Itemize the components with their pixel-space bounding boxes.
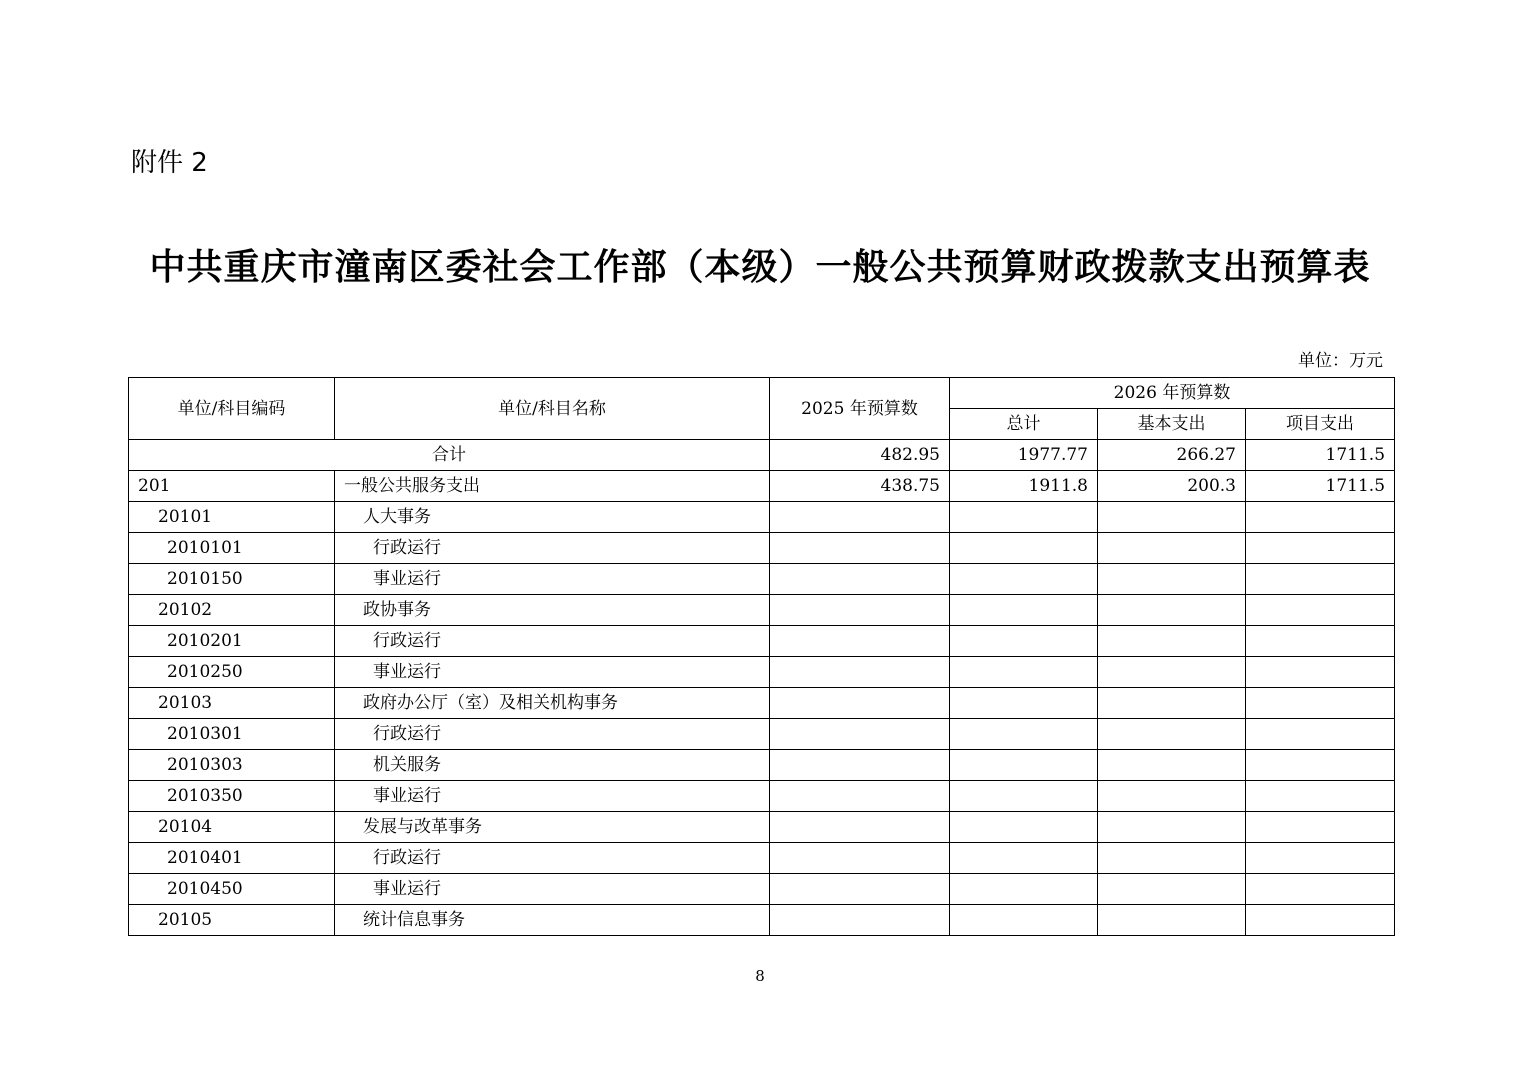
- table-row: [129, 657, 1395, 688]
- cell-budget-2025: [770, 905, 950, 936]
- cell-code: 2010250: [129, 657, 335, 688]
- table-row: [129, 502, 1395, 533]
- cell-project: [1246, 502, 1395, 533]
- cell-total: [950, 750, 1098, 781]
- cell-code: 2010201: [129, 626, 335, 657]
- cell-name: 机关服务: [335, 750, 770, 781]
- cell-total: [950, 626, 1098, 657]
- cell-code: 2010303: [129, 750, 335, 781]
- table-row: [129, 719, 1395, 750]
- cell-code: 201: [129, 471, 335, 502]
- cell-project: [1246, 750, 1395, 781]
- cell-project: [1246, 874, 1395, 905]
- cell-project: [1246, 657, 1395, 688]
- table-row: [129, 812, 1395, 843]
- cell-budget-2025: 438.75: [770, 471, 950, 502]
- cell-total: [950, 657, 1098, 688]
- table-row: [129, 905, 1395, 936]
- cell-budget-2025: [770, 843, 950, 874]
- cell-project: [1246, 812, 1395, 843]
- cell-budget-2025: [770, 533, 950, 564]
- cell-basic: [1098, 843, 1246, 874]
- cell-total: 1911.8: [950, 471, 1098, 502]
- total-label: 合计: [129, 440, 770, 471]
- cell-code: 2010150: [129, 564, 335, 595]
- cell-basic: [1098, 626, 1246, 657]
- table-row: [129, 564, 1395, 595]
- header-basic: 基本支出: [1098, 409, 1246, 440]
- total-basic: 266.27: [1098, 440, 1246, 471]
- table-row: [129, 688, 1395, 719]
- cell-name: 事业运行: [335, 657, 770, 688]
- cell-name: 行政运行: [335, 719, 770, 750]
- cell-name: 事业运行: [335, 874, 770, 905]
- cell-budget-2025: [770, 626, 950, 657]
- cell-budget-2025: [770, 502, 950, 533]
- cell-code: 2010450: [129, 874, 335, 905]
- cell-code: 20104: [129, 812, 335, 843]
- table-row: [129, 843, 1395, 874]
- cell-project: [1246, 595, 1395, 626]
- table-row: [129, 595, 1395, 626]
- total-row: [129, 440, 1395, 471]
- cell-total: [950, 812, 1098, 843]
- cell-budget-2025: [770, 595, 950, 626]
- cell-budget-2025: [770, 750, 950, 781]
- cell-project: [1246, 626, 1395, 657]
- cell-code: 20103: [129, 688, 335, 719]
- cell-project: [1246, 564, 1395, 595]
- cell-basic: [1098, 750, 1246, 781]
- cell-name: 政协事务: [335, 595, 770, 626]
- cell-code: 20105: [129, 905, 335, 936]
- header-name: 单位/科目名称: [335, 378, 770, 440]
- cell-basic: [1098, 595, 1246, 626]
- table-row: [129, 874, 1395, 905]
- cell-total: [950, 595, 1098, 626]
- cell-budget-2025: [770, 688, 950, 719]
- page-number: 8: [755, 967, 765, 985]
- cell-budget-2025: [770, 719, 950, 750]
- cell-name: 行政运行: [335, 843, 770, 874]
- cell-name: 行政运行: [335, 626, 770, 657]
- cell-total: [950, 502, 1098, 533]
- cell-code: 2010350: [129, 781, 335, 812]
- cell-name: 一般公共服务支出: [335, 471, 770, 502]
- cell-basic: [1098, 564, 1246, 595]
- cell-code: 2010301: [129, 719, 335, 750]
- cell-basic: [1098, 812, 1246, 843]
- cell-budget-2025: [770, 657, 950, 688]
- cell-budget-2025: [770, 564, 950, 595]
- table-row: [129, 626, 1395, 657]
- attachment-label: 附件 2: [131, 148, 208, 178]
- budget-table: [128, 377, 1395, 936]
- cell-basic: [1098, 874, 1246, 905]
- cell-name: 人大事务: [335, 502, 770, 533]
- cell-code: 2010401: [129, 843, 335, 874]
- cell-name: 发展与改革事务: [335, 812, 770, 843]
- cell-total: [950, 843, 1098, 874]
- cell-total: [950, 719, 1098, 750]
- cell-project: [1246, 843, 1395, 874]
- cell-code: 20102: [129, 595, 335, 626]
- cell-total: [950, 781, 1098, 812]
- cell-project: [1246, 719, 1395, 750]
- header-budget-2026: 2026 年预算数: [950, 378, 1395, 409]
- cell-name: 事业运行: [335, 564, 770, 595]
- table-header: [129, 378, 1395, 440]
- cell-total: [950, 905, 1098, 936]
- header-budget-2025: 2025 年预算数: [770, 378, 950, 440]
- table-row: [129, 533, 1395, 564]
- table-body: [129, 440, 1395, 936]
- total-project: 1711.5: [1246, 440, 1395, 471]
- cell-name: 政府办公厅（室）及相关机构事务: [335, 688, 770, 719]
- cell-name: 事业运行: [335, 781, 770, 812]
- total-budget-2025: 482.95: [770, 440, 950, 471]
- cell-basic: [1098, 905, 1246, 936]
- cell-basic: [1098, 502, 1246, 533]
- cell-basic: [1098, 657, 1246, 688]
- cell-project: [1246, 533, 1395, 564]
- page-title: 中共重庆市潼南区委社会工作部（本级）一般公共预算财政拨款支出预算表: [149, 246, 1371, 288]
- cell-basic: [1098, 781, 1246, 812]
- cell-project: 1711.5: [1246, 471, 1395, 502]
- cell-name: 统计信息事务: [335, 905, 770, 936]
- cell-basic: [1098, 533, 1246, 564]
- cell-budget-2025: [770, 812, 950, 843]
- cell-project: [1246, 781, 1395, 812]
- cell-name: 行政运行: [335, 533, 770, 564]
- cell-basic: [1098, 688, 1246, 719]
- header-project: 项目支出: [1246, 409, 1395, 440]
- cell-basic: [1098, 719, 1246, 750]
- cell-total: [950, 688, 1098, 719]
- cell-total: [950, 564, 1098, 595]
- cell-basic: 200.3: [1098, 471, 1246, 502]
- cell-budget-2025: [770, 874, 950, 905]
- header-code: 单位/科目编码: [129, 378, 335, 440]
- cell-total: [950, 533, 1098, 564]
- header-total: 总计: [950, 409, 1098, 440]
- table-row: [129, 781, 1395, 812]
- total-total: 1977.77: [950, 440, 1098, 471]
- cell-budget-2025: [770, 781, 950, 812]
- cell-total: [950, 874, 1098, 905]
- table-row: [129, 750, 1395, 781]
- table-row: [129, 471, 1395, 502]
- unit-label: 单位：万元: [1298, 351, 1383, 371]
- cell-code: 20101: [129, 502, 335, 533]
- cell-project: [1246, 688, 1395, 719]
- cell-code: 2010101: [129, 533, 335, 564]
- cell-project: [1246, 905, 1395, 936]
